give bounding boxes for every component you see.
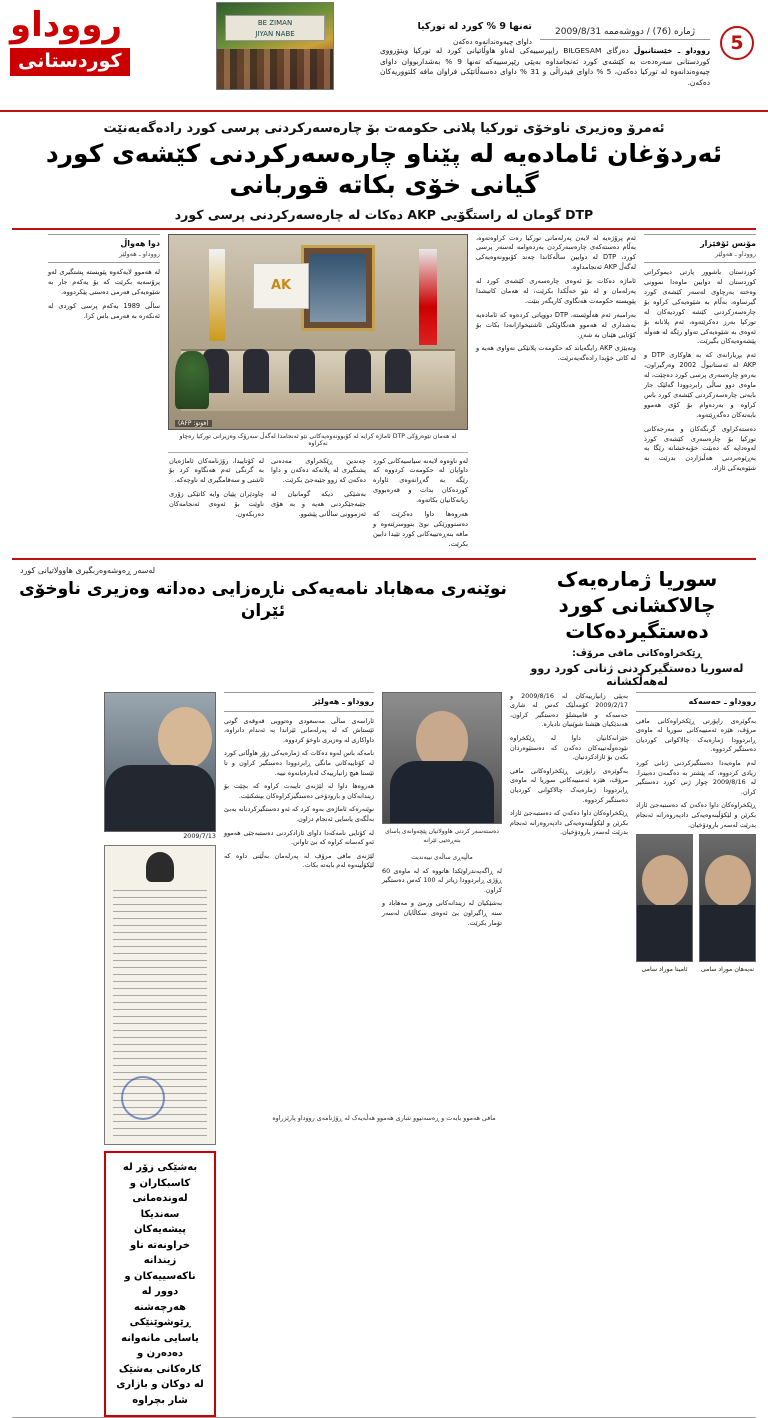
- sub-col-3: [169, 457, 264, 554]
- photo-sub-columns: [168, 457, 468, 554]
- masthead-note-title: تەنها 9 % کورد لە تورکیا: [417, 21, 532, 32]
- paragraph: ڕێکخراوەکان داوا دەکەن کە دەستبەجێ ئازاد بکرێن و لێکۆڵینەوەیەکی دادپەروەرانە ئەنجام بدرێت لەسەر بارودۆخیان.: [510, 809, 628, 837]
- syria-subtitle-2: لەسوریا دەستگیرکردنی ژنانی کورد روو لەهەڵکشانە: [530, 661, 744, 688]
- paragraph: بەگوێرەی راپۆرتی ڕێکخراوەکانی مافی مرۆڤ، هێزە ئەمنییەکانی سوریا لە ماوەی ڕابردوودا ژمارەیەک چالاکوانی کوردیان دەستگیر کردووە.: [636, 716, 756, 754]
- section-label: کوردستانی: [10, 48, 130, 76]
- sub-headline: دەستەسەر کردنی هاوولاتیان پێچەوانەی یاسای بنەڕەتیی ئێرانە: [385, 827, 499, 844]
- paragraph: بەشێکی دیکە گومانیان لە جێبەجێکردنی هەیە و بە هۆی ئەزموونی ساڵانی پێشوو.: [271, 490, 366, 518]
- syria-photos: [636, 834, 756, 978]
- article-photo: [168, 234, 468, 430]
- footer-note: مافی هەموو بابەت و ڕەسەنیوو شاری هەموو هەڵەیەک لە ڕۆژنامەی رووداو پارێزراوە: [272, 1114, 496, 1122]
- flag-turkey: [419, 249, 437, 345]
- logo-wordmark: رووداو: [10, 5, 123, 45]
- byline: [644, 234, 756, 264]
- iran-col-1: [382, 692, 502, 1418]
- iran-col-2: [224, 692, 374, 1418]
- paragraph: بەگوێرەی راپۆرتی ڕێکخراوەکانی مافی مرۆڤ، هێزە ئەمنییەکانی سوریا لە ماوەی ڕابردوودا ژمارەیەک چالاکوانی کوردیان دەستگیر کردووە.: [510, 766, 628, 804]
- photo-banner: BE ZIMAN JIYAN NABE: [225, 15, 325, 41]
- portrait-image: [699, 834, 756, 962]
- lower-section: [0, 688, 768, 1418]
- paragraph: وتەبێژی AKP رایگەیاند کە حکومەت پلانێکی تەواوی هەیە و لە کاتی خۆیدا رادەگەیەنرێت.: [476, 344, 636, 363]
- iran-article-header: [18, 566, 508, 688]
- newspaper-logo: [10, 5, 210, 76]
- top-photo-column: [168, 234, 468, 554]
- portrait-body: [390, 761, 494, 823]
- byline-role: رووداو ـ هەولێر: [715, 249, 756, 258]
- top-col-far-left: [48, 234, 160, 554]
- portrait-body: [105, 765, 215, 831]
- sub-headline-note: ماڵپەڕی ساڵەی نییەندیت: [411, 853, 473, 861]
- person: [385, 349, 411, 393]
- iran-byline: [224, 692, 374, 712]
- paragraph: ئەم بڕیارانەی کە بە هاوکاری DTP و AKP لە ئەستانبوڵ 2002 وەرگیراون، بەرەو چارەسەری پرسی کورد دەچێت، لە ماوەی دوو ساڵی رابردوودا گەلێک جار بابەتی چارەسەرکردنی کێشەی کورد باس کراوە و بەردەوام بۆ کۆی هەموو بابەتەکان دەگەڕێتەوە.: [644, 351, 756, 419]
- paragraph: دەستەکراوی گرنگەکان و مەرجەکانی تورکیا بۆ چارەسەری کێشەی کورد لەوەدایە کە دەبێت خۆبەخشانە رێگا بە بەڕێوەبردنی هەڵبژاردن بدرێت بە شێوەیەکی ئازاد.: [644, 424, 756, 473]
- byline-name: دوا هەواڵ: [120, 238, 160, 248]
- photo-credit: (فۆتۆ: AFP): [175, 420, 212, 427]
- paragraph: ڕێکخراوەکان داوا دەکەن کە دەستبەجێ ئازاد بکرێن و لێکۆڵینەوەیەکی دادپەروەرانە ئەنجام بدرێت لەسەر بارودۆخیان.: [636, 801, 756, 829]
- iran-headline: نوێنەری مەهاباد نامەیەکی ناڕەزایی دەداتە وەزیری ناوخۆی ئێران: [19, 578, 507, 621]
- divider-red-2: [12, 558, 756, 560]
- byline-name: رووداو ـ هەولێر: [312, 696, 374, 706]
- person: [243, 349, 269, 393]
- headline-sub-text: گومان لە راستگۆیی AKP دەکات لە چارەسەرکردنی پرسی کورد: [174, 206, 561, 222]
- syria-col-2: [510, 692, 628, 1418]
- sub-col-1: [373, 457, 468, 554]
- paragraph: کوردستان باشوور پارتی دیموکراتی کوردستان لە دوایین ماوەدا نموونی وەختە بەرچاوی لەسەر کێشەی کورد گیرساوە، بەڵام بە شێوەیەکی کراوە بۆ چارەسەرکردنی کێشە کوردیەکان لە تورکیا بەرز دەکرێتەوە، ئەم پلانانە بۆ ئەوەی بە شێوەیەکی تەواو رێگە لە هەوڵە پێشەوەیەکان بگیرێت.: [644, 268, 756, 346]
- person: [345, 349, 371, 393]
- paragraph: نوێنەرەکە ئاماژەی بەوە کرد کە ئەو دەستگیرکردنانە بەبێ بەڵگەی یاسایی ئەنجام دراون.: [224, 805, 374, 823]
- page-title: ئەردۆغان ئامادەیە لە پێناو چارەسەرکردنی کێشەی کورد گیانی خۆی بکاتە قوربانی: [45, 139, 723, 200]
- syria-photo-1: [699, 834, 756, 978]
- iran-mp-photo: [382, 692, 502, 824]
- paragraph: ساڵی 1989 یەکەم پرسی کوردی لە ئەنکەرە بە فەرمی باس کرا.: [48, 301, 160, 320]
- byline-secondary: [48, 234, 160, 264]
- iran-portrait-photo: [104, 692, 216, 832]
- paragraph: لە ڕاگەیەندراوێکدا هاتووە کە لە ماوەی 60 ڕۆژی ڕابردوودا زیاتر لە 100 کەس دەستگیر کراون.: [382, 866, 502, 894]
- paragraph: لەم ماوەیەدا دەستگیرکردنی ژنانی کورد زیادی کردووە، کە پێشتر بە دەگمەن دەبینرا. لە 2009/8/16 چوار ژنی کورد دەستگیر کران.: [636, 758, 757, 796]
- photo-caption: ئامینا موراد سامی: [641, 966, 688, 974]
- paragraph: ئەم پرۆژەیە لە لایەن پەرلەمانی تورکیا رەت کراوەتەوە، بەڵام دەستەکەی چارەسەرکردن بەردەوامە لەسەر پرسی کورد، DTP لە دوایین ساڵەکاندا چەند کۆبوونەوەیەکی لەگەڵ AKP ئەنجامداوە.: [476, 233, 637, 272]
- syria-subtitle: ڕێکخراوەکانی مافی مرۆڤ:: [572, 647, 702, 659]
- portrait-head: [158, 707, 212, 769]
- paragraph: لێژنەی مافی مرۆڤ لە پەرلەمان بەڵێنی داوە کە لێکۆڵینەوە لەم بابەتە بکات.: [224, 851, 374, 870]
- syria-byline: [636, 692, 756, 712]
- divider-red: [12, 228, 756, 230]
- headline-sub: [14, 207, 754, 222]
- highlight-box: بەشێکی زۆر لە کاسبکاران و لەوندەمانی سەندیکا پیشەیەکان خراونەتە ناو زیندانە ناکەسییەکان و دوور لە هەرچەشنە ڕێوشوێنێکی یاسایی مانەوانە دەدەرن و کارەکانی بەشێک لە دوکان و بازاری شار بچراوە: [104, 1151, 216, 1417]
- syria-headline: سوریا ژمارەیەک چالاکشانی کورد دەستگیردەکات: [556, 566, 718, 643]
- masthead-note-text: داوای چیەوەندانەوە دەکەن: [453, 37, 532, 47]
- paragraph: 2009/7/13: [183, 831, 216, 840]
- paragraph: هەروەها داوا دەکرێت کە دەستوورێکی نوێ بنووسرێتەوە و مافە بنەڕەتییەکانی کورد تێیدا دابین بکرێت.: [373, 509, 468, 548]
- top-col-right: [644, 234, 756, 554]
- page-number: 5: [720, 26, 754, 60]
- paragraph: لە هەموو لایەکەوە پێویستە پشتگیری لەو پرۆسەیە بکرێت کە بۆ یەکەم جار بە شێوەیەکی فەرمی دەستی پێکردووە.: [48, 268, 160, 297]
- paragraph: لەو ناوەوە لایەنە سیاسیەکانی کورد داوایان لە حکومەت کردووە کە رێگە بە گەڕانەوەی ئاوارە کوردەکان بدات و قەرەبووی زیانەکانیان بکاتەوە.: [373, 456, 468, 505]
- photo-caption: نەبەهان موراد سامی: [700, 966, 755, 974]
- masthead-blurb-text: دەزگای BILGESAM رایپرسییەکی لەناو هاوڵاتیانی کورد لە تورکیا ویتۆرووی کوردستانی سەرەدەت بە کێشەی کورد ئەنجامداوە بەپێی رێپرسییەکە تەنها 9 % بەشداربووان داوای چیەوەندانەوە لە تورکیا دەکەن، 5 % داوای فیدراڵی و 31 % داوای دەسەڵاتێکی فراوان مافە کلتووریەکان دەکەن.: [380, 46, 710, 88]
- paragraph: خێزانەکانیان داوا لە ڕێکخراوە نێودەوڵەتییەکان دەکەن کە دەستێوەردان بکەن بۆ ئازادکردنیان.: [510, 733, 628, 762]
- masthead-note: [352, 20, 532, 48]
- masthead-blurb-title: رووداو ـ خێستانبوڵ: [633, 46, 710, 55]
- mid-band: [0, 564, 768, 688]
- paragraph: بەرامبەر ئەم هەڵوێستە، DTP دووپاتی کردەوە کە ئامادەیە بەشداری لە هەموو هەنگاوێکی ئاشتیخوازانەدا بکات بۆ کۆتایی هێنان بە شەڕ.: [476, 310, 636, 339]
- paragraph: لە کۆتایی نامەکەدا داوای ئازادکردنی دەستبەجێی هەموو ئەو کەسانە کراوە کە بێ تاوانن.: [224, 828, 374, 847]
- iran-col-3: [104, 692, 216, 1418]
- person: [289, 349, 315, 393]
- plant: [175, 351, 209, 409]
- wall-portrait: [301, 245, 375, 331]
- paragraph: چەندین ڕێکخراوی مەدەنی پشتگیری لە پلانەکە دەکەن و داوا دەکەن کە زوو جێبەجێ بکرێت.: [271, 456, 366, 485]
- flag-party: [209, 249, 225, 341]
- sub-col-2: [271, 457, 366, 554]
- issue-date: ژمارە (76) / دووشەممە 2009/8/31: [540, 27, 710, 40]
- byline-role: رووداو ـ هەولێر: [119, 249, 160, 258]
- byline-name: رووداو ـ حەسەکە: [688, 696, 756, 706]
- portrait-image: [636, 834, 693, 962]
- document-scan: [104, 845, 216, 1145]
- masthead-photo: [216, 2, 334, 90]
- syria-photo-2: [636, 834, 693, 978]
- akp-logo: [253, 263, 309, 309]
- paragraph: نامەکە باس لەوە دەکات کە ژمارەیەکی زۆر هاوڵاتی کورد لە کۆتاییەکانی مانگی ڕابردوودا دەستگیر کراون و تا ئێستا هیچ زانیارییەک لەبارەیانەوە نییە.: [224, 749, 374, 777]
- syria-col-1: [636, 692, 756, 1418]
- top-col-mid: [476, 234, 636, 554]
- photo-crowd: [217, 49, 333, 89]
- headline-sub-left: DTP: [565, 206, 594, 222]
- paragraph: بەپێی زانیارییەکان لە 2009/8/16 و 2009/2/17 کۆمەڵێک کەس لە شاری حەسەکە و قامیشلۆ دەستگیر کراون، هەندێکیان هێشتا شوێنیان نادیارە.: [510, 691, 629, 729]
- paragraph: ئاماژە دەکات بۆ ئەوەی چارەسەری کێشەی کورد لە پەرلەمان و لە نێو خەڵکدا بکرێت، لە هەمان کاتیشدا پێویستە حکومەت هەنگاوی کاریگەر بنێت.: [476, 277, 636, 305]
- headline-kicker: ئەمرۆ وەزیری ناوخۆی تورکیا پلانی حکومەت بۆ چارەسەرکردنی پرسی کورد رادەگەیەنێت: [103, 121, 665, 136]
- paragraph: هەروەها داوا لە لێژنەی تایبەت کراوە کە بچێت بۆ زیندانەکان و بارودۆخی دەستگیرکراوەکان بپشکنێت.: [224, 782, 374, 800]
- paragraph: ئاراسەی ساڵی مەسعودی وەتوویی قەوقەی گوتی ئێستاش کە لە پەرلەمانی ئێراندا بە ئەندام دانراوە، داواکاری لە وەزیری ناوخۆ کردووە.: [224, 716, 374, 744]
- top-article: [0, 234, 768, 554]
- syria-article-header: [518, 566, 756, 688]
- iran-eyebrow: لەسەر ڕەوشەوەربگیری هاوولاتیانی کورد: [20, 565, 156, 575]
- paragraph: لە کۆتاییدا، رۆژنامەکان ئاماژەیان بە گرنگی ئەم هەنگاوە کرد بۆ ئاشتی و سەقامگیری لە ناوچەکە.: [169, 456, 264, 485]
- paragraph: بەشێکیان لە زیندانەکانی ورمێ و مەهاباد و سنە ڕاگیراون بێ ئەوەی سکاڵایان لەسەر تۆمار بکرێت.: [382, 899, 502, 927]
- byline-name: مۆنس ئۆفێزار: [700, 238, 756, 248]
- masthead: [0, 0, 768, 112]
- emblem-icon: [146, 852, 174, 882]
- photo-caption: لە هەمان نێوەرۆکی DTP ئاماژە کرایە لە کۆبوونەوەیەکانی نێو ئەنجامدا لەگەڵ سەرۆک وەزیرانی تورکیا رەچاو نەکراوە: [168, 430, 468, 453]
- masthead-blurb: [380, 46, 710, 89]
- paragraph: چاودێران پێیان وایە کاتێکی زۆری ناوێت بۆ ئەوەی ئەنجامەکان دەربکەون.: [169, 490, 264, 518]
